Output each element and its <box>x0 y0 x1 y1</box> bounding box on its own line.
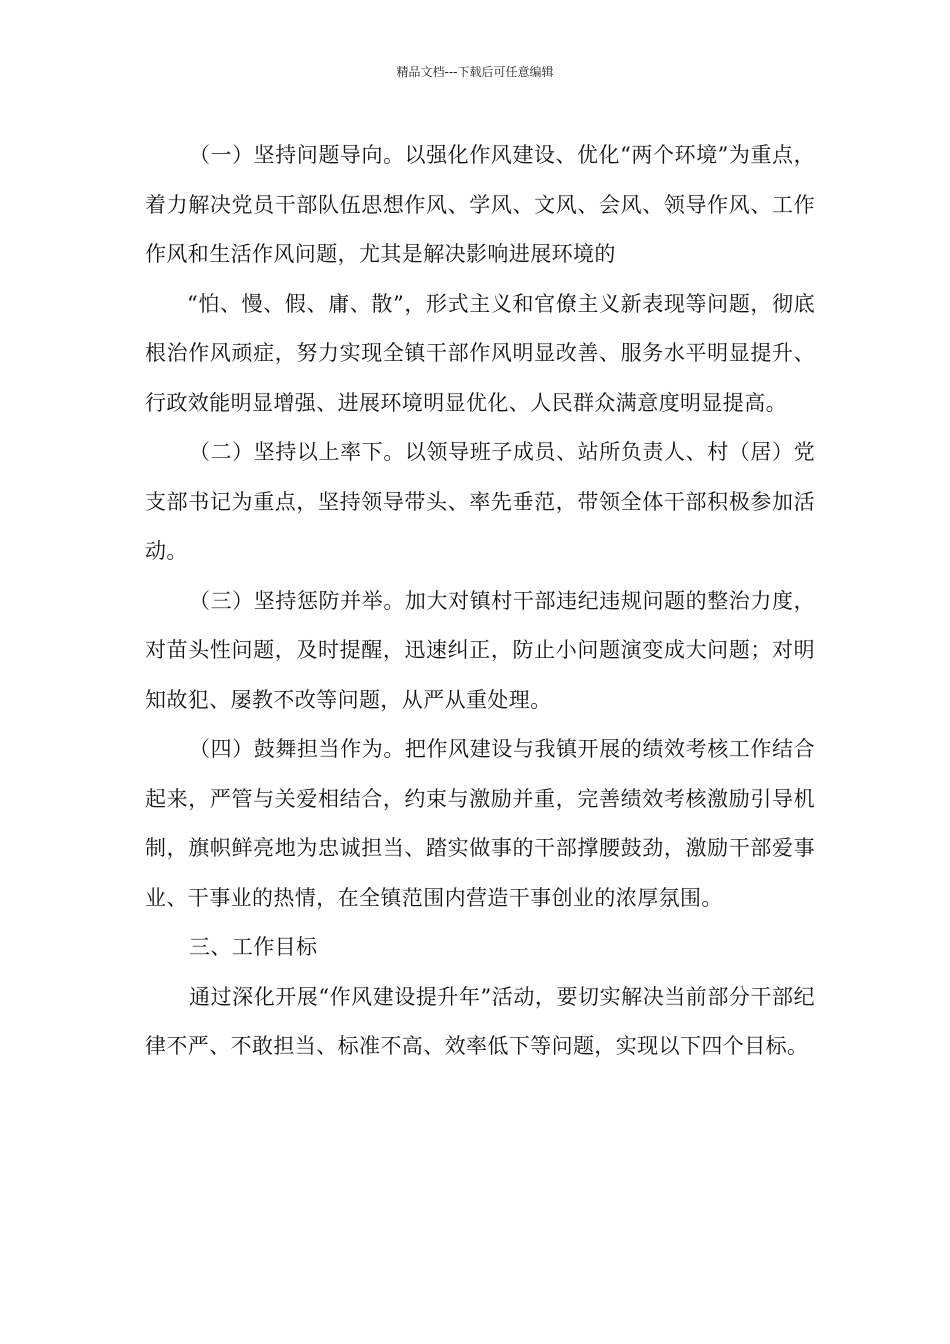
section-heading: 三、工作目标 <box>189 935 318 959</box>
paragraph-4: （四）鼓舞担当作为。把作风建设与我镇开展的绩效考核工作结合起来，严管与关爱相结合，约束与激励并重，完善绩效考核激励引导机制，旗帜鲜亮地为忠诚担当、踏实做事的干部撑腰鼓劲，激励干部爱事业、干事业的热情，在全镇范围内营造干事创业的浓厚氛围。 <box>145 737 815 910</box>
paragraph-5: 通过深化开展“作风建设提升年”活动，要切实解决当前部分干部纪律不严、不敢担当、标准不高、效率低下等问题，实现以下四个目标。 <box>145 984 815 1058</box>
page-header: 精品文档---下载后可任意编辑 <box>396 65 554 79</box>
paragraph-3: （三）坚持惩防并举。加大对镇村干部违纪违规问题的整治力度，对苗头性问题，及时提醒，迅速纠正，防止小问题演变成大问题；对明知故犯、屡教不改等问题，从严从重处理。 <box>145 588 815 712</box>
paragraph-2: （二）坚持以上率下。以领导班子成员、站所负责人、村（居）党支部书记为重点，坚持领导带头、率先垂范，带领全体干部积极参加活动。 <box>145 440 815 563</box>
paragraph-1a: （一）坚持问题导向。以强化作风建设、优化“两个环境”为重点，着力解决党员干部队伍思想作风、学风、文风、会风、领导作风、工作作风和生活作风问题，尤其是解决影响进展环境的 <box>145 143 815 266</box>
document-body <box>145 131 815 1072</box>
paragraph-1b: “怕、慢、假、庸、散”，形式主义和官僚主义新表现等问题，彻底根治作风顽症，努力实现全镇干部作风明显改善、服务水平明显提升、行政效能明显增强、进展环境明显优化、人民群众满意度明显提高。 <box>145 291 815 415</box>
